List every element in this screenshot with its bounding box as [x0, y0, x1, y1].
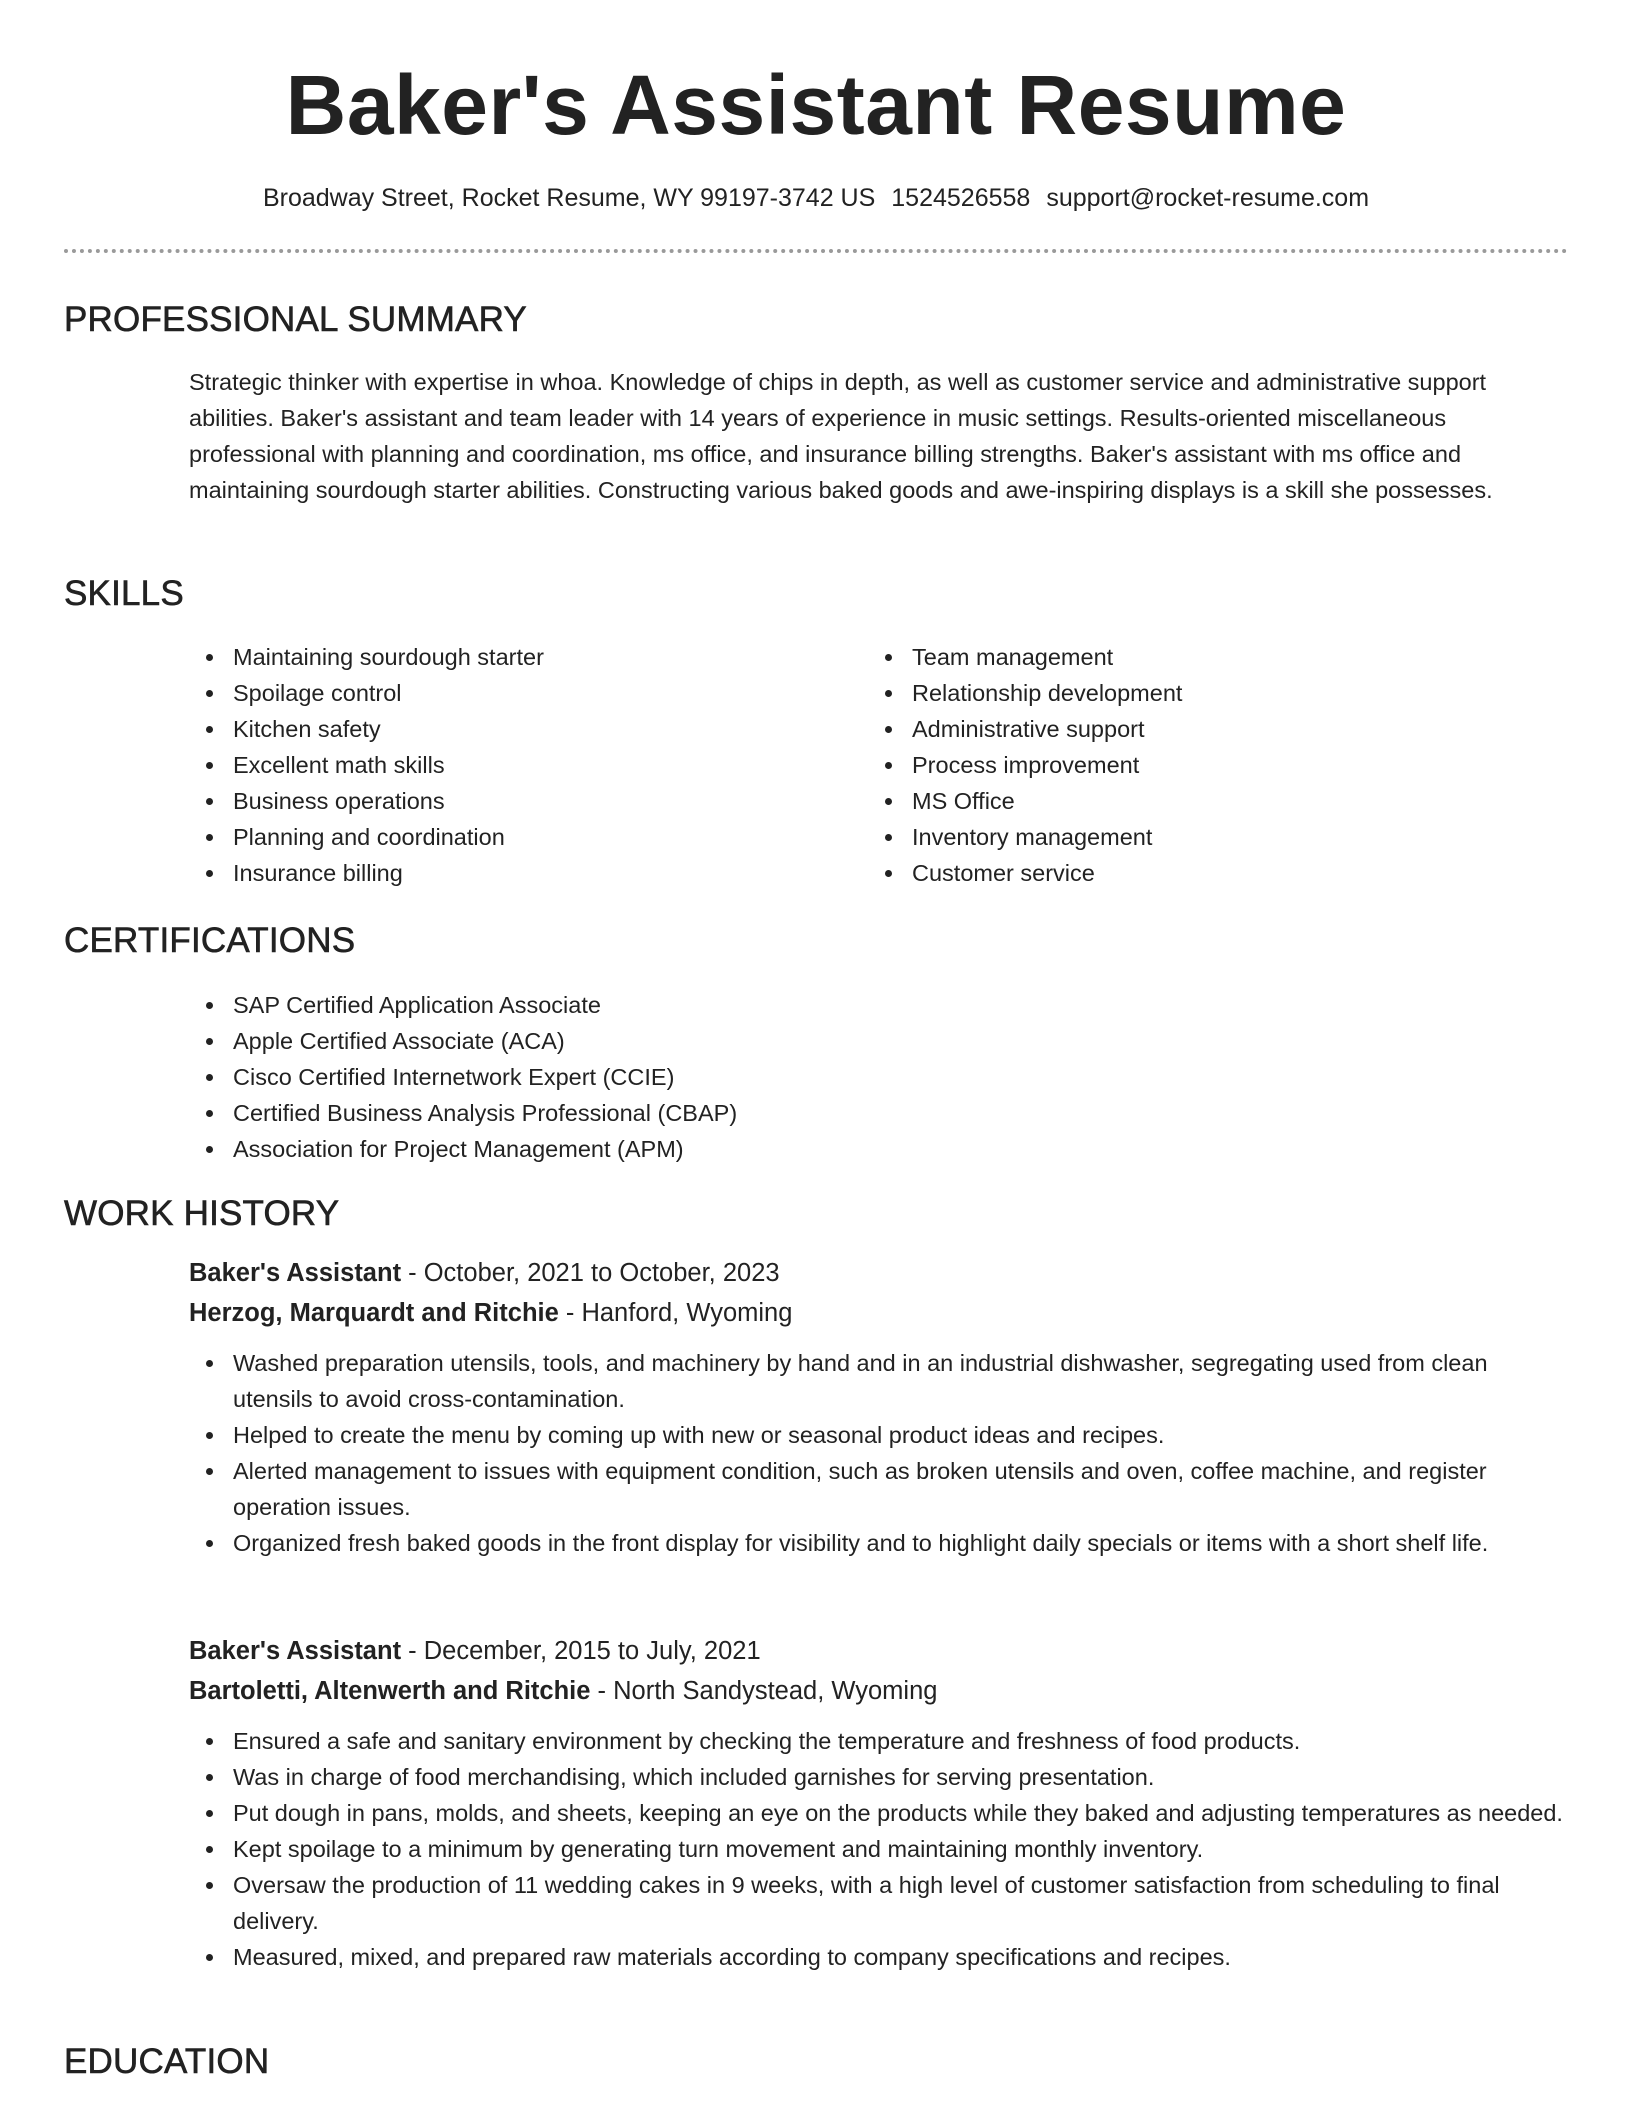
job-duty-item: Put dough in pans, molds, and sheets, keeping an eye on the products while they baked and adjusting temperatures as needed.	[189, 1795, 1569, 1831]
section-heading-work-history: WORK HISTORY	[64, 1194, 340, 1233]
contact-phone: 1524526558	[891, 184, 1031, 212]
skill-item: Excellent math skills	[189, 747, 849, 783]
job-title: Baker's Assistant	[189, 1259, 402, 1287]
section-heading-skills: SKILLS	[64, 574, 184, 613]
job-duty-item: Alerted management to issues with equipment condition, such as broken utensils and oven, coffee machine, and register operation issues.	[189, 1453, 1569, 1525]
skill-item: Kitchen safety	[189, 711, 849, 747]
job-company-line	[189, 1671, 1569, 1711]
job-duty-item: Measured, mixed, and prepared raw materials according to company specifications and recipes.	[189, 1939, 1569, 1975]
skill-item: Customer service	[868, 855, 1528, 891]
skill-item: Insurance billing	[189, 855, 849, 891]
contact-line	[0, 182, 1632, 214]
certification-item: Association for Project Management (APM)	[189, 1131, 1569, 1167]
job-duty-item: Oversaw the production of 11 wedding cakes in 9 weeks, with a high level of customer satisfaction from scheduling to final delivery.	[189, 1867, 1569, 1939]
job-duty-item: Washed preparation utensils, tools, and machinery by hand and in an industrial dishwasher, segregating used from clean utensils to avoid cross-contamination.	[189, 1345, 1569, 1417]
job-duty-item: Helped to create the menu by coming up with new or seasonal product ideas and recipes.	[189, 1417, 1569, 1453]
certification-item: Cisco Certified Internetwork Expert (CCIE)	[189, 1059, 1569, 1095]
job-duty-item: Kept spoilage to a minimum by generating turn movement and maintaining monthly inventory.	[189, 1831, 1569, 1867]
section-heading-education: EDUCATION	[64, 2042, 270, 2081]
section-heading-certifications: CERTIFICATIONS	[64, 921, 356, 960]
job-entry	[189, 1631, 1569, 1975]
skill-item: Inventory management	[868, 819, 1528, 855]
job-duties-list	[189, 1723, 1569, 1975]
job-duty-item: Organized fresh baked goods in the front display for visibility and to highlight daily specials or items with a short shelf life.	[189, 1525, 1569, 1561]
job-title-line	[189, 1253, 1569, 1293]
certification-item: SAP Certified Application Associate	[189, 987, 1569, 1023]
skills-list-left	[189, 639, 849, 891]
resume-title: Baker's Assistant Resume	[285, 58, 1347, 152]
skills-list-right	[868, 639, 1528, 891]
skill-item: Spoilage control	[189, 675, 849, 711]
job-entry	[189, 1253, 1569, 1561]
job-title-line	[189, 1631, 1569, 1671]
job-title: Baker's Assistant	[189, 1637, 402, 1665]
job-company: Herzog, Marquardt and Ritchie	[189, 1299, 559, 1327]
job-dates: - December, 2015 to July, 2021	[401, 1637, 761, 1665]
skill-item: Relationship development	[868, 675, 1528, 711]
job-duty-item: Was in charge of food merchandising, which included garnishes for serving presentation.	[189, 1759, 1569, 1795]
contact-address: Broadway Street, Rocket Resume, WY 99197-3742 US	[262, 184, 876, 212]
skill-item: Planning and coordination	[189, 819, 849, 855]
certifications-list	[189, 987, 1569, 1167]
job-location: - North Sandystead, Wyoming	[590, 1677, 938, 1705]
skill-item: Process improvement	[868, 747, 1528, 783]
skill-item: Team management	[868, 639, 1528, 675]
skill-item: Administrative support	[868, 711, 1528, 747]
job-company: Bartoletti, Altenwerth and Ritchie	[189, 1677, 591, 1705]
header-divider	[64, 249, 1568, 253]
job-dates: - October, 2021 to October, 2023	[401, 1259, 780, 1287]
job-location: - Hanford, Wyoming	[558, 1299, 793, 1327]
skill-item: MS Office	[868, 783, 1528, 819]
professional-summary: Strategic thinker with expertise in whoa. Knowledge of chips in depth, as well as customer service and administrative support abilities. Baker's assistant and team leader with 14 years of experience in music settings. Results-oriented miscellaneous professional with planning and coordination, ms office, and insurance billing strengths. Baker's assistant with ms office and maintaining sourdough starter abilities. Constructing various baked goods and awe-inspiring displays is a skill she possesses.	[189, 369, 1493, 503]
certification-item: Apple Certified Associate (ACA)	[189, 1023, 1569, 1059]
job-company-line	[189, 1293, 1569, 1333]
job-duties-list	[189, 1345, 1569, 1561]
certification-item: Certified Business Analysis Professional (CBAP)	[189, 1095, 1569, 1131]
contact-email: support@rocket-resume.com	[1046, 184, 1370, 212]
skill-item: Business operations	[189, 783, 849, 819]
skill-item: Maintaining sourdough starter	[189, 639, 849, 675]
job-duty-item: Ensured a safe and sanitary environment by checking the temperature and freshness of food products.	[189, 1723, 1569, 1759]
section-heading-summary: PROFESSIONAL SUMMARY	[64, 300, 527, 339]
